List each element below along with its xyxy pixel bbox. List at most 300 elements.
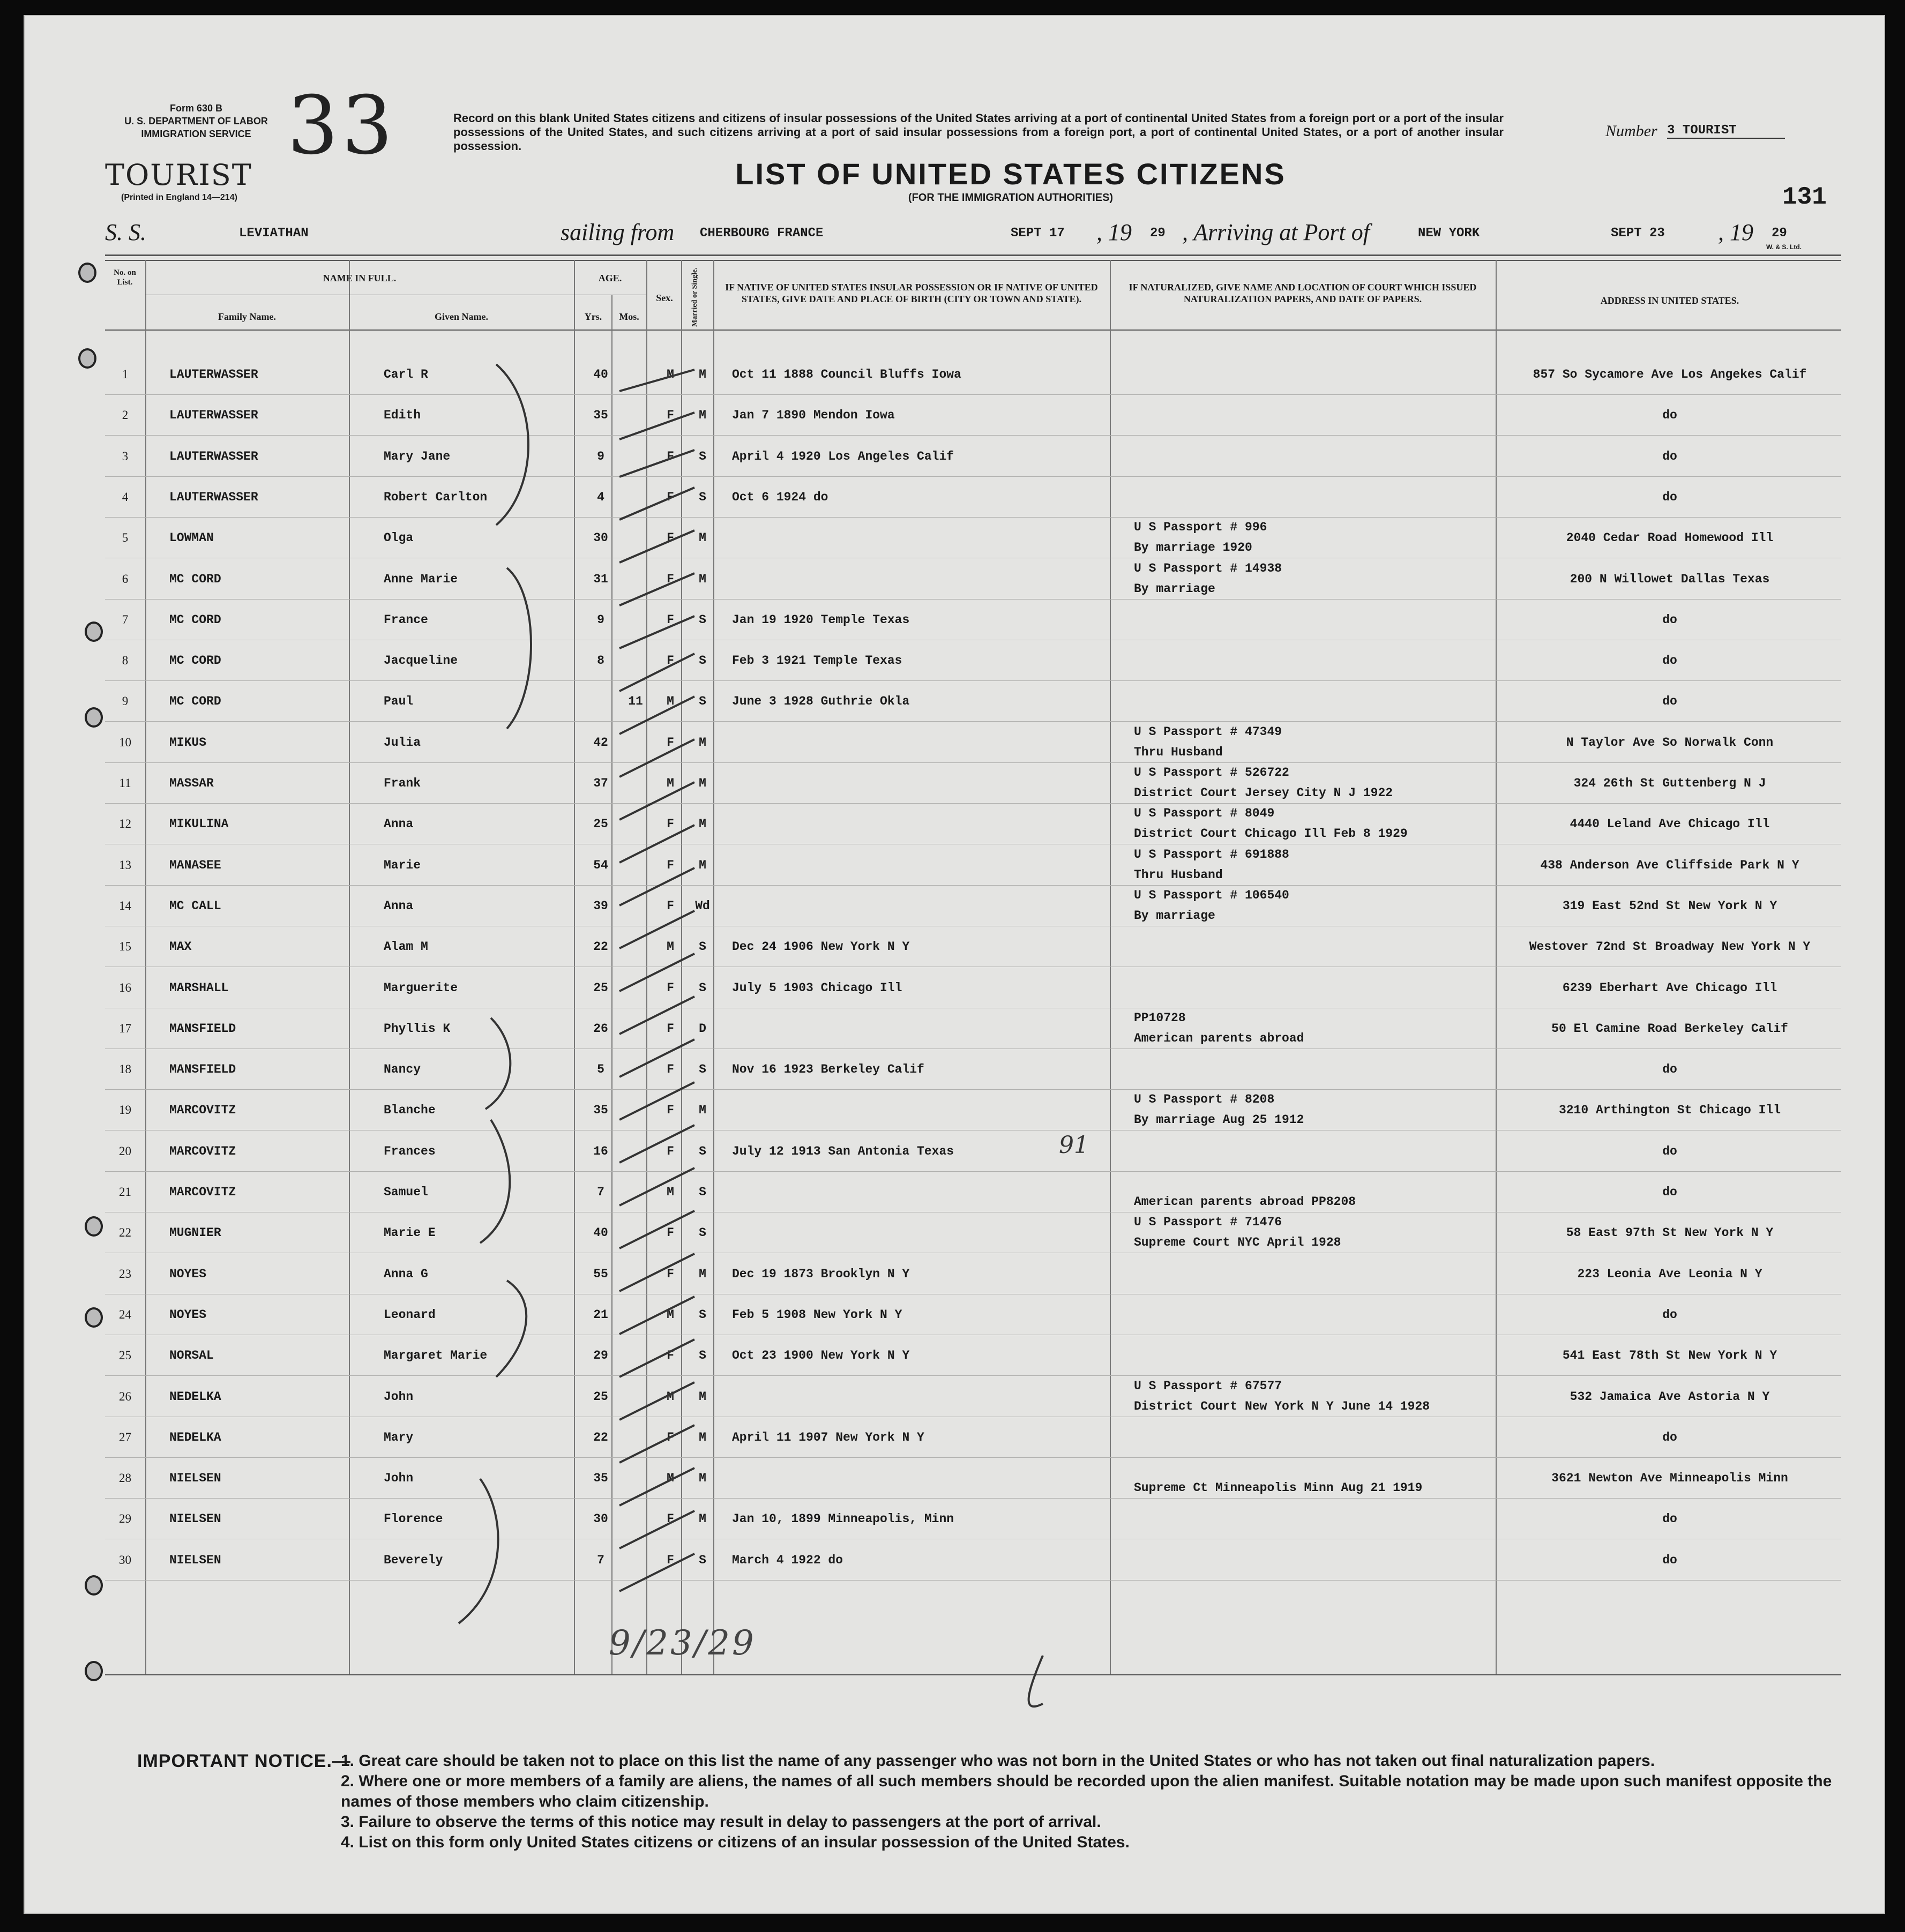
given-name: Alam M — [384, 940, 428, 954]
sex: F — [667, 1144, 674, 1158]
bracket-stroke — [459, 1479, 498, 1623]
arrival-date: SEPT 23 — [1611, 226, 1665, 241]
header-no: No. on List. — [114, 268, 136, 287]
marital-status: M — [699, 1512, 706, 1526]
sex: M — [667, 1389, 674, 1404]
naturalization-line-2: By marriage — [1134, 581, 1215, 596]
sex: M — [667, 694, 674, 709]
marital-status: S — [699, 1226, 706, 1240]
family-name: LAUTERWASSER — [169, 408, 258, 423]
departure-year: 29 — [1150, 226, 1166, 241]
family-name: NORSAL — [169, 1349, 214, 1363]
given-name: Frances — [384, 1144, 436, 1158]
address: 857 So Sycamore Ave Los Angekes Calif — [1533, 368, 1807, 381]
address: 3210 Arthington St Chicago Ill — [1558, 1103, 1781, 1118]
row-number: 18 — [119, 1062, 131, 1076]
marital-status: M — [699, 817, 706, 832]
family-name: MAX — [169, 940, 192, 954]
sex: M — [667, 1471, 674, 1486]
naturalization-line-1: U S Passport # 996 — [1134, 520, 1267, 535]
list-marker: 33 — [287, 79, 396, 173]
header-yrs: Yrs. — [584, 311, 602, 322]
marital-status: S — [699, 1553, 706, 1567]
row-number: 6 — [122, 572, 129, 586]
row-number: 12 — [119, 817, 131, 831]
address: do — [1662, 1553, 1677, 1567]
row-number: 25 — [119, 1349, 131, 1362]
sex: F — [667, 531, 674, 545]
row-number: 4 — [122, 490, 129, 504]
manifest-page — [24, 15, 1885, 1914]
family-name: MC CORD — [169, 694, 221, 709]
age-years: 25 — [593, 980, 608, 995]
given-name: Julia — [384, 735, 421, 750]
header-given-name: Given Name. — [435, 311, 488, 322]
address: 532 Jamaica Ave Astoria N Y — [1570, 1389, 1770, 1404]
address: 541 East 78th St New York N Y — [1562, 1349, 1777, 1363]
given-name: Phyllis K — [384, 1021, 451, 1036]
bracket-stroke — [485, 1018, 510, 1109]
pen-stroke — [619, 1382, 694, 1420]
header-married: Married or Single. — [691, 267, 699, 327]
pen-stroke — [619, 697, 694, 734]
birth-info: Oct 11 1888 Council Bluffs Iowa — [732, 368, 961, 381]
birth-info: Nov 16 1923 Berkeley Calif — [732, 1062, 924, 1077]
naturalization-line-2: By marriage — [1134, 908, 1215, 923]
family-name: NIELSEN — [169, 1553, 221, 1567]
row-number: 14 — [119, 898, 131, 912]
pen-stroke — [619, 997, 694, 1034]
naturalization-line-2: District Court Chicago Ill Feb 8 1929 — [1134, 827, 1408, 841]
given-name: Blanche — [384, 1103, 436, 1118]
family-name: MC CORD — [169, 612, 221, 627]
naturalization-line-1: U S Passport # 71476 — [1134, 1215, 1282, 1230]
arrival-year: 29 — [1772, 226, 1787, 241]
naturalization-line-2: Supreme Court NYC April 1928 — [1134, 1235, 1341, 1250]
sex: F — [667, 1267, 674, 1281]
bracket-stroke — [496, 1280, 526, 1377]
row-number: 29 — [119, 1512, 131, 1526]
sex: F — [667, 1062, 674, 1077]
ss-label: S. S. — [105, 219, 146, 245]
age-years: 35 — [593, 408, 608, 423]
family-name: NIELSEN — [169, 1512, 221, 1526]
naturalization-line-1: U S Passport # 106540 — [1134, 888, 1289, 902]
pen-stroke — [619, 573, 694, 605]
family-name: MC CALL — [169, 898, 221, 913]
pen-stroke — [619, 1211, 694, 1248]
age-years: 35 — [593, 1103, 608, 1118]
row-number: 15 — [119, 940, 131, 954]
departure-port: CHERBOURG FRANCE — [700, 226, 824, 241]
handwritten-signature: 9/23/29 — [609, 1623, 756, 1663]
row-number: 26 — [119, 1389, 131, 1403]
birth-info: Feb 3 1921 Temple Texas — [732, 654, 902, 668]
birth-info: Jan 10, 1899 Minneapolis, Minn — [732, 1512, 954, 1526]
row-number: 9 — [122, 694, 129, 708]
address: do — [1662, 654, 1677, 668]
bracket-stroke — [507, 568, 531, 729]
given-name: Mary — [384, 1430, 414, 1444]
given-name: Carl R — [384, 368, 428, 381]
age-years: 39 — [593, 898, 608, 913]
family-name: MUGNIER — [169, 1226, 221, 1240]
row-number: 2 — [122, 408, 129, 422]
given-name: Olga — [384, 531, 414, 545]
marital-status: D — [699, 1021, 706, 1036]
naturalization-line-1: PP10728 — [1134, 1010, 1186, 1025]
row-number: 10 — [119, 735, 131, 749]
sex: F — [667, 408, 674, 423]
age-years: 37 — [593, 776, 608, 790]
sex: F — [667, 1430, 674, 1444]
row-number: 1 — [122, 368, 129, 381]
row-number: 19 — [119, 1103, 131, 1117]
address: do — [1662, 490, 1677, 504]
age-years: 25 — [593, 1389, 608, 1404]
address: 324 26th St Guttenberg N J — [1573, 776, 1766, 790]
age-years: 9 — [597, 449, 604, 463]
marital-status: S — [699, 1185, 706, 1199]
given-name: Anna — [384, 898, 414, 913]
bracket-stroke — [480, 1120, 510, 1243]
row-number: 23 — [119, 1267, 131, 1280]
family-name: MANSFIELD — [169, 1021, 236, 1036]
given-name: France — [384, 612, 428, 627]
pen-stroke — [619, 954, 694, 991]
age-years: 40 — [593, 368, 608, 381]
age-years: 55 — [593, 1267, 608, 1281]
given-name: Frank — [384, 776, 421, 790]
marital-status: S — [699, 940, 706, 954]
marital-status: M — [699, 735, 706, 750]
naturalization-line-2: American parents abroad — [1134, 1031, 1304, 1045]
header-naturalized: IF NATURALIZED, GIVE NAME AND LOCATION OF COURT WHICH ISSUED NATURALIZATION PAPERS, AND DATE OF PAPERS. — [1129, 282, 1477, 304]
marital-status: M — [699, 1430, 706, 1444]
birth-info: March 4 1922 do — [732, 1553, 843, 1567]
pen-marks — [25, 16, 1884, 1913]
family-name: MARCOVITZ — [169, 1185, 236, 1199]
given-name: Paul — [384, 694, 414, 709]
birth-info: July 12 1913 San Antonia Texas — [732, 1144, 954, 1158]
age-years: 35 — [593, 1471, 608, 1486]
family-name: NEDELKA — [169, 1389, 221, 1404]
given-name: Edith — [384, 408, 421, 423]
birth-info: July 5 1903 Chicago Ill — [732, 980, 902, 995]
given-name: Anne Marie — [384, 572, 458, 586]
marital-status: S — [699, 694, 706, 709]
age-years: 30 — [593, 1512, 608, 1526]
marital-status: M — [699, 858, 706, 872]
pen-stroke — [619, 1297, 694, 1334]
sex: F — [667, 1021, 674, 1036]
age-years: 7 — [597, 1553, 604, 1567]
birth-info: April 11 1907 New York N Y — [732, 1430, 924, 1444]
printed-note: (Printed in England 14—214) — [121, 193, 237, 202]
family-name: LOWMAN — [169, 531, 214, 545]
row-number: 8 — [122, 654, 129, 668]
naturalization-line-2: Supreme Ct Minneapolis Minn Aug 21 1919 — [1134, 1481, 1423, 1495]
marital-status: M — [699, 572, 706, 586]
pen-stroke — [619, 1425, 694, 1463]
marital-status: S — [699, 1307, 706, 1322]
year-prefix-1: , 19 — [1096, 219, 1132, 245]
naturalization-line-2: Thru Husband — [1134, 867, 1223, 882]
naturalization-line-1: U S Passport # 526722 — [1134, 766, 1289, 780]
page-title: LIST OF UNITED STATES CITIZENS — [735, 157, 1286, 191]
naturalization-line-2: District Court Jersey City N J 1922 — [1134, 786, 1393, 800]
marital-status: M — [699, 776, 706, 790]
address: 3621 Newton Ave Minneapolis Minn — [1551, 1471, 1788, 1486]
sex: M — [667, 1185, 674, 1199]
sex: F — [667, 1512, 674, 1526]
address: do — [1662, 1144, 1677, 1158]
family-name: MARCOVITZ — [169, 1103, 236, 1118]
row-number: 13 — [119, 858, 131, 872]
marital-status: S — [699, 654, 706, 668]
sex: M — [667, 368, 674, 381]
notice-item: 4. List on this form only United States citizens or citizens of an insular possession of the United States. — [341, 1833, 1130, 1851]
naturalization-line-2: District Court New York N Y June 14 1928 — [1134, 1399, 1430, 1413]
pen-stroke — [619, 1511, 694, 1548]
marital-status: M — [699, 1267, 706, 1281]
sex: F — [667, 612, 674, 627]
family-name: MIKULINA — [169, 817, 229, 832]
sex: F — [667, 490, 674, 504]
address: 223 Leonia Ave Leonia N Y — [1577, 1267, 1762, 1281]
marital-status: M — [699, 1103, 706, 1118]
row-number: 5 — [122, 531, 129, 545]
page-subtitle: (FOR THE IMMIGRATION AUTHORITIES) — [908, 192, 1114, 204]
address: do — [1662, 1185, 1677, 1199]
row-number: 24 — [119, 1307, 131, 1321]
sex: M — [667, 776, 674, 790]
marital-status: Wd — [695, 898, 710, 913]
signature-stroke — [1029, 1656, 1043, 1706]
given-name: Robert Carlton — [384, 490, 488, 504]
address: 438 Anderson Ave Cliffside Park N Y — [1540, 858, 1799, 872]
naturalization-line-1: U S Passport # 14938 — [1134, 561, 1282, 575]
pen-stroke — [619, 1168, 694, 1205]
sex: F — [667, 735, 674, 750]
pen-stroke — [619, 782, 694, 820]
family-name: MANSFIELD — [169, 1062, 236, 1077]
pen-stroke — [619, 1468, 694, 1506]
naturalization-line-1: U S Passport # 47349 — [1134, 724, 1282, 739]
family-name: MIKUS — [169, 735, 207, 750]
marital-status: M — [699, 1471, 706, 1486]
family-name: NOYES — [169, 1307, 207, 1322]
birth-info: June 3 1928 Guthrie Okla — [732, 694, 910, 709]
age-years: 40 — [593, 1226, 608, 1240]
sex: F — [667, 572, 674, 586]
sex: F — [667, 858, 674, 872]
pen-stroke — [619, 1082, 694, 1120]
sex: F — [667, 817, 674, 832]
row-number: 30 — [119, 1553, 131, 1567]
family-name: LAUTERWASSER — [169, 490, 258, 504]
naturalization-line-1: U S Passport # 67577 — [1134, 1379, 1282, 1393]
family-name: MARSHALL — [169, 980, 229, 995]
given-name: Florence — [384, 1512, 443, 1526]
header-birth: IF NATIVE OF UNITED STATES INSULAR POSSESSION OR IF NATIVE OF UNITED STATES, GIVE DATE AND PLACE OF BIRTH (CITY OR TOWN AND STATE). — [725, 282, 1098, 304]
naturalization-line-1: U S Passport # 8049 — [1134, 806, 1275, 821]
address: do — [1662, 1512, 1677, 1526]
given-name: Marie E — [384, 1226, 436, 1240]
row-number: 3 — [122, 449, 129, 463]
age-years: 42 — [593, 735, 608, 750]
row-number: 11 — [119, 776, 131, 790]
age-years: 26 — [593, 1021, 608, 1036]
given-name: John — [384, 1389, 414, 1404]
marital-status: M — [699, 408, 706, 423]
number-value: 3 TOURIST — [1667, 123, 1785, 139]
sex: F — [667, 449, 674, 463]
notice-item: 2. Where one or more members of a family are aliens, the names of all such members should be recorded upon the alien manifest. Suitable notation may be made upon such manifest opposite the names of those members who claim citizenship. — [341, 1772, 1832, 1810]
address: 4440 Leland Ave Chicago Ill — [1570, 817, 1770, 832]
pen-stroke — [619, 1554, 694, 1591]
given-name: Jacqueline — [384, 654, 458, 668]
age-years: 31 — [593, 572, 608, 586]
marital-status: M — [699, 1389, 706, 1404]
naturalization-line-2: Thru Husband — [1134, 745, 1223, 759]
margin-number: 91 — [1059, 1132, 1089, 1159]
family-name: LAUTERWASSER — [169, 368, 258, 381]
address: 200 N Willowet Dallas Texas — [1570, 572, 1770, 586]
header-mos: Mos. — [619, 311, 639, 322]
age-years: 7 — [597, 1185, 604, 1199]
age-years: 22 — [593, 1430, 608, 1444]
marital-status: S — [699, 1062, 706, 1077]
sex: F — [667, 1553, 674, 1567]
sex: M — [667, 1307, 674, 1322]
marital-status: S — [699, 980, 706, 995]
ship-name: LEVIATHAN — [239, 226, 309, 241]
birth-info: Oct 23 1900 New York N Y — [732, 1349, 910, 1363]
given-name: Mary Jane — [384, 449, 451, 463]
marital-status: S — [699, 1349, 706, 1363]
given-name: Anna — [384, 817, 414, 832]
age-years: 30 — [593, 531, 608, 545]
naturalization-line-2: By marriage Aug 25 1912 — [1134, 1113, 1304, 1127]
birth-info: April 4 1920 Los Angeles Calif — [732, 449, 954, 463]
header-age: AGE. — [598, 273, 622, 283]
family-name: NOYES — [169, 1267, 207, 1281]
age-years: 22 — [593, 940, 608, 954]
address: do — [1662, 612, 1677, 627]
address: Westover 72nd St Broadway New York N Y — [1529, 940, 1811, 954]
sex: F — [667, 1103, 674, 1118]
pen-stroke — [619, 413, 694, 439]
marital-status: S — [699, 1144, 706, 1158]
birth-info: Jan 7 1890 Mendon Iowa — [732, 408, 895, 423]
row-number: 16 — [119, 980, 131, 994]
marital-status: M — [699, 368, 706, 381]
family-name: MANASEE — [169, 858, 221, 872]
row-number: 21 — [119, 1185, 131, 1199]
address: do — [1662, 694, 1677, 709]
birth-info: Dec 24 1906 New York N Y — [732, 940, 910, 954]
pen-stroke — [619, 1339, 694, 1377]
address: do — [1662, 449, 1677, 463]
number-label: Number — [1605, 122, 1657, 140]
given-name: Margaret Marie — [384, 1349, 488, 1363]
naturalization-line-2: American parents abroad PP8208 — [1134, 1195, 1356, 1209]
service-name: IMMIGRATION SERVICE — [141, 129, 251, 139]
address: do — [1662, 1430, 1677, 1444]
row-number: 28 — [119, 1471, 131, 1485]
birth-info: Feb 5 1908 New York N Y — [732, 1307, 902, 1322]
form-number: Form 630 B — [169, 103, 223, 114]
header-sex: Sex. — [656, 293, 673, 303]
row-number: 22 — [119, 1226, 131, 1240]
given-name: Samuel — [384, 1185, 428, 1199]
birth-info: Jan 19 1920 Temple Texas — [732, 612, 910, 627]
age-years: 9 — [597, 612, 604, 627]
pen-stroke — [619, 616, 694, 648]
header-name-in-full: NAME IN FULL. — [323, 273, 397, 283]
family-name: MC CORD — [169, 572, 221, 586]
sex: F — [667, 1226, 674, 1240]
header-family-name: Family Name. — [218, 311, 276, 322]
birth-info: Oct 6 1924 do — [732, 490, 828, 504]
given-name: John — [384, 1471, 414, 1486]
page-number: 131 — [1782, 183, 1827, 211]
row-number: 7 — [122, 612, 129, 626]
given-name: Nancy — [384, 1062, 421, 1077]
family-name: NIELSEN — [169, 1471, 221, 1486]
sex: F — [667, 654, 674, 668]
sex: F — [667, 898, 674, 913]
age-years: 5 — [597, 1062, 604, 1077]
marital-status: M — [699, 531, 706, 545]
pen-stroke — [619, 1254, 694, 1291]
row-number: 27 — [119, 1430, 131, 1444]
age-years: 4 — [597, 490, 604, 504]
family-name: NEDELKA — [169, 1430, 221, 1444]
pen-stroke — [619, 739, 694, 777]
marital-status: S — [699, 449, 706, 463]
arriving-label: , Arriving at Port of — [1182, 219, 1370, 245]
department-name: U. S. DEPARTMENT OF LABOR — [124, 116, 268, 126]
year-prefix-2: , 19 — [1718, 219, 1753, 245]
family-name: MARCOVITZ — [169, 1144, 236, 1158]
pen-stroke — [619, 825, 694, 863]
pen-stroke — [619, 450, 694, 477]
address: do — [1662, 1062, 1677, 1077]
naturalization-line-1: U S Passport # 691888 — [1134, 847, 1289, 862]
address: 58 East 97th St New York N Y — [1566, 1226, 1774, 1240]
printer-mark: W. & S. Ltd. — [1766, 243, 1802, 251]
naturalization-line-1: U S Passport # 8208 — [1134, 1092, 1275, 1107]
address: 2040 Cedar Road Homewood Ill — [1566, 531, 1774, 545]
pen-stroke — [619, 370, 694, 391]
row-number: 17 — [119, 1021, 131, 1035]
address: 319 East 52nd St New York N Y — [1562, 898, 1777, 913]
address: do — [1662, 1307, 1677, 1322]
sex: F — [667, 980, 674, 995]
pen-stroke — [619, 488, 694, 520]
pen-stroke — [619, 1039, 694, 1077]
age-years: 54 — [593, 858, 608, 872]
given-name: Beverely — [384, 1553, 443, 1567]
age-years: 8 — [597, 654, 604, 668]
row-number: 20 — [119, 1144, 131, 1158]
birth-info: Dec 19 1873 Brooklyn N Y — [732, 1267, 910, 1281]
age-years: 25 — [593, 817, 608, 832]
given-name: Anna G — [384, 1267, 428, 1281]
pen-stroke — [619, 1125, 694, 1163]
